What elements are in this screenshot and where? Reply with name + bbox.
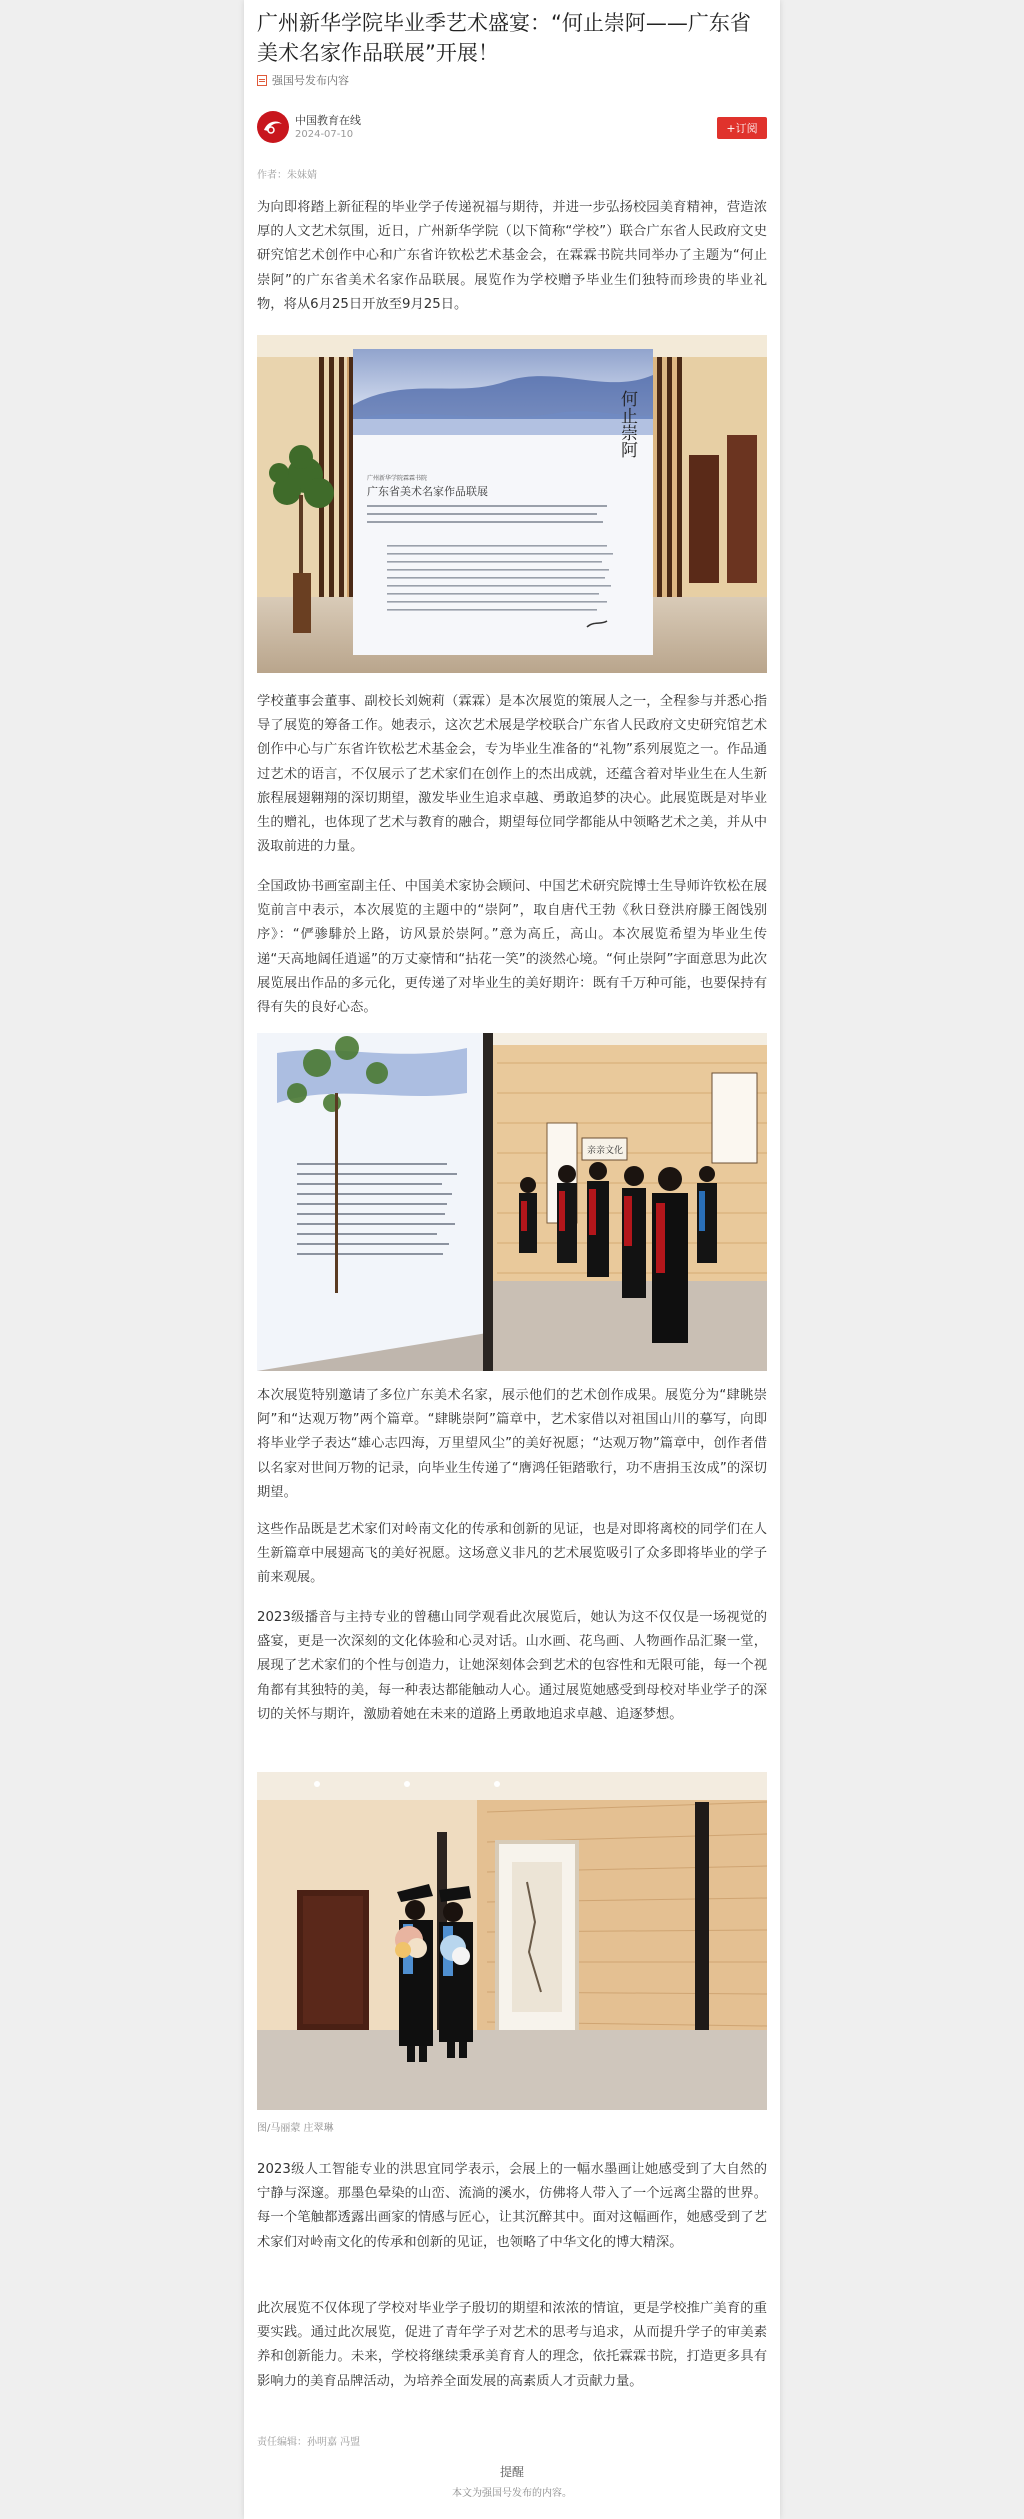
- publish-date: 2024-07-10: [295, 128, 354, 140]
- paragraph-7: 2023级人工智能专业的洪思宜同学表示，会展上的一幅水墨画让她感受到了大自然的宁静与深邃。那墨色晕染的山峦、流淌的溪水，仿佛将人带入了一个远离尘嚣的世界。每一个笔触都透露出画家的情感与匠心，让其沉醉其中。面对这幅画作，她感受到了艺术家们对岭南文化的传承和创新的见证，也领略了中华文化的博大精深。: [257, 2162, 767, 2250]
- byline: 作者：朱妹婧: [257, 170, 317, 181]
- paragraph-5: 这些作品既是艺术家们对岭南文化的传承和创新的见证，也是对即将离校的同学们在人生新篇章中展翅高飞的美好祝愿。这场意义非凡的艺术展览吸引了众多即将毕业的学子前来观展。: [257, 1522, 767, 1586]
- photo-exhibition-panel: [257, 335, 767, 673]
- source-row: [257, 72, 767, 88]
- logo-icon: [262, 118, 284, 136]
- notice-text: 本文为强国号发布的内容。: [452, 2488, 572, 2499]
- panel-title-text: 广东省美术名家作品联展: [367, 485, 488, 498]
- avatar[interactable]: [257, 111, 289, 143]
- wall-sign-text: 亲亲文化: [587, 1146, 624, 1156]
- paragraph-1: 为向即将踏上新征程的毕业学子传递祝福与期待，并进一步弘扬校园美育精神，营造浓厚的人文艺术氛围，近日，广州新华学院（以下简称“学校”）联合广东省人民政府文史研究馆艺术创作中心和广东省许钦松艺术基金会，在霖霖书院共同举办了主题为“何止崇阿”的广东省美术名家作品联展。展览作为学校赠予毕业生们独特而珍贵的毕业礼物，将从6月25日开放至9月25日。: [257, 200, 767, 312]
- panel-small-text: 广州新华学院霖霖书院: [367, 476, 428, 482]
- editor-line: 责任编辑：孙明嘉 冯盟: [257, 2437, 361, 2448]
- source-label: 强国号发布内容: [272, 74, 349, 87]
- paragraph-4: 本次展览特别邀请了多位广东美术名家，展示他们的艺术创作成果。展览分为“肆眺崇阿”和“达观万物”两个篇章。“肆眺崇阿”篇章中，艺术家借以对祖国山川的摹写，向即将毕业学子表达“雄心志四海，万里望风尘”的美好祝愿；“达观万物”篇章中，创作者借以名家对世间万物的记录，向毕业生传递了“膺鸿任钜踏歌行，功不唐捐玉汝成”的深切期望。: [257, 1388, 767, 1500]
- paragraph-3: 全国政协书画室副主任、中国美术家协会顾问、中国艺术研究院博士生导师许钦松在展览前言中表示，本次展览的主题中的“崇阿”，取自唐代王勃《秋日登洪府滕王阁饯别序》：“俨骖騑於上路，访风景於崇阿。”意为高丘，高山。本次展览希望为毕业生传递“天高地阔任逍遥”的万丈豪情和“拈花一笑”的淡然心境。“何止崇阿”字面意思为此次展览展出作品的多元化，更传递了对毕业生的美好期许：既有千万种可能，也要保持有得有失的良好心态。: [257, 879, 767, 1016]
- photo-graduates-viewing: [257, 1033, 767, 1371]
- photo-graduates-flowers: [257, 1772, 767, 2110]
- paragraph-8: 此次展览不仅体现了学校对毕业学子殷切的期望和浓浓的情谊，更是学校推广美育的重要实践。通过此次展览，促进了青年学子对艺术的思考与追求，从而提升学子的审美素养和创新能力。未来，学校将继续秉承美育育人的理念，依托霖霖书院，打造更多具有影响力的美育品牌活动，为培养全面发展的高素质人才贡献力量。: [257, 2301, 767, 2389]
- notice-box: [244, 2463, 780, 2499]
- article-page: [244, 0, 780, 2519]
- notice-title: 提醒: [499, 2465, 524, 2479]
- article-title: 广州新华学院毕业季艺术盛宴：“何止崇阿——广东省美术名家作品联展”开展！: [257, 11, 751, 65]
- paragraph-2: 学校董事会董事、副校长刘婉莉（霖霖）是本次展览的策展人之一，全程参与并悉心指导了展览的筹备工作。她表示，这次艺术展是学校联合广东省人民政府文史研究馆艺术创作中心与广东省许钦松艺术基金会，专为毕业生准备的“礼物”系列展览之一。作品通过艺术的语言，不仅展示了艺术家们在创作上的杰出成就，还蕴含着对毕业生在人生新旅程展翅翱翔的深切期望，激发毕业生追求卓越、勇敢追梦的决心。此展览既是对毕业生的赠礼，也体现了艺术与教育的融合，期望每位同学都能从中领略艺术之美，并从中汲取前进的力量。: [257, 694, 767, 855]
- photo-caption: 图/马丽蒙 庄翠琳: [257, 2123, 334, 2134]
- author-row: [257, 111, 767, 143]
- follow-button[interactable]: +订阅: [717, 117, 767, 139]
- calligraphy-title: 何止崇阿: [617, 390, 637, 458]
- document-icon: [257, 75, 267, 86]
- paragraph-6: 2023级播音与主持专业的曾穗山同学观看此次展览后，她认为这不仅仅是一场视觉的盛宴，更是一次深刻的文化体验和心灵对话。山水画、花鸟画、人物画作品汇聚一堂，展现了艺术家们的个性与创造力，让她深刻体会到艺术的包容性和无限可能，每一个视角都有其独特的美，每一种表达都能触动人心。通过展览她感受到母校对毕业学子的深切的关怀与期许，激励着她在未来的道路上勇敢地追求卓越、追逐梦想。: [257, 1610, 767, 1722]
- account-name[interactable]: 中国教育在线: [295, 113, 361, 127]
- account-info: [295, 113, 361, 142]
